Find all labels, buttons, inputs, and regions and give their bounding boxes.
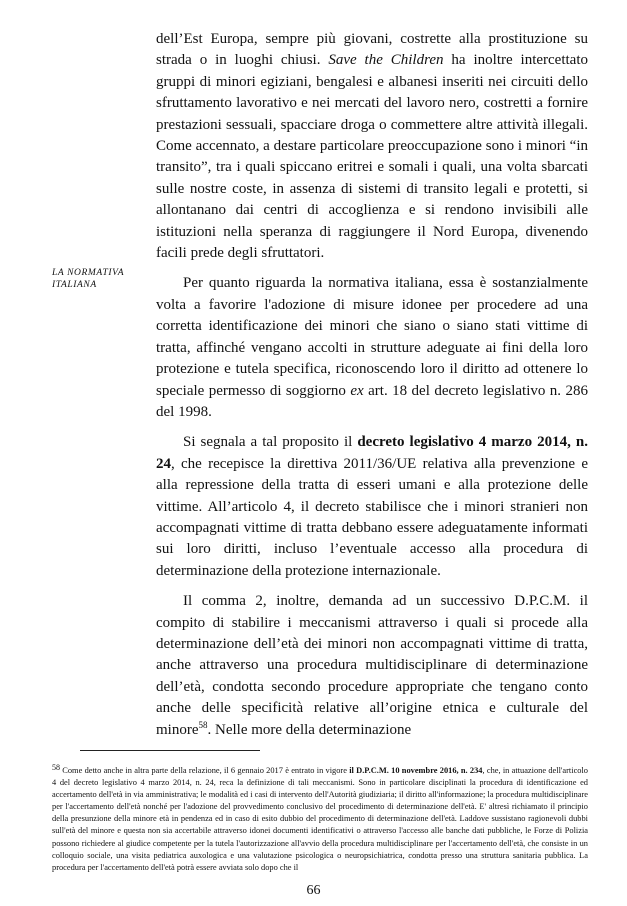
paragraph-2-text: Per quanto riguarda la normativa italiana, essa è sostanzialmente volta a favorire l'adozione di misure idonee per procedere ad una corretta identificazione dei minori che siano o siano stati vittime di tratta, affinché vengano accolti in strutture adeguate ai fini della loro protezione e tutela specifica, riconoscendo loro il diritto ad ottenere lo speciale permesso di soggiorno <box>156 275 588 399</box>
body-text <box>156 29 588 750</box>
paragraph-1-rest: ha inoltre intercettato gruppi di minori egiziani, bengalesi e albanesi inseriti nei circuiti dello sfruttamento lavorativo e nei mercati del lavoro nero, costretti a fornire prestazioni sessuali, spacciare droga o commettere altre attività illegali. Come accennato, a destare particolare preoccupazione sono i minori “in transito”, tra i quali spiccano eritrei e somali i quali, una volta sbarcati sulle nostre coste, in assenza di sistemi di transito legali e protetti, si allontanano dai centri di accoglienza e si rendono invisibili alle istituzioni nella speranza di raggiungere il Nord Europa, divenendo facili prede degli sfruttatori. <box>156 52 588 262</box>
paragraph-1 <box>156 29 588 264</box>
paragraph-3 <box>156 432 588 582</box>
paragraph-2 <box>156 273 588 423</box>
decree-reference: decreto legislativo 4 marzo 2014, n. 24 <box>156 434 588 472</box>
paragraph-3-text: Si segnala a tal proposito il <box>183 434 358 451</box>
footnote-number: 58 <box>52 763 60 772</box>
footnote-separator <box>80 750 260 751</box>
latin-term: ex <box>350 382 364 399</box>
paragraph-3-rest: , che recepisce la direttiva 2011/36/UE relativa alla prevenzione e alla repressione della tratta di esseri umani e alla protezione delle vittime. All’articolo 4, il decreto stabilisce che i minori stranieri non accompagnati vittime di tratta debbano essere adeguatamente informati sui loro diritti, incluso l’eventuale accesso alla procedura di determinazione della protezione internazionale. <box>156 455 588 579</box>
footnote-text <box>52 762 588 874</box>
footnote <box>52 762 588 874</box>
paragraph-1-text: dell’Est Europa, sempre più giovani, costrette alla prostituzione su strada o in luoghi chiusi. <box>156 31 588 69</box>
footnote-reference[interactable]: 58 <box>198 719 208 730</box>
paragraph-4 <box>156 591 588 741</box>
page-number: 66 <box>306 883 321 898</box>
paragraph-2-rest: art. 18 del decreto legislativo n. 286 del 1998. <box>156 382 588 420</box>
organization-name: Save the Children <box>328 52 444 69</box>
footnote-text-b: , che, in attuazione dell'articolo 4 del decreto legislativo 4 marzo 2014, n. 24, reca la definizione di tali meccanismi. Sono in particolare disciplinati la procedura di identificazione ed accertamento dell'età in via amministrativa; le modalità ed i casi di intervento dell'Autorità giudiziaria; il diritto all'informazione; la procedura multidisciplinare per l'accertamento dell'età nonché per l'adozione del provvedimento conclusivo del procedimento di determinazione dell'età. E' altresì richiamato il principio della presunzione della minore età in pendenza ed in caso di esito dubbio del procedimento di determinazione dell'età. Laddove sussistano ragionevoli dubbi sull'età del minore e questa non sia accertabile attraverso idonei documenti identificativi o attraverso l'accesso alle banche dati pubbliche, le Forze di Polizia possono richiedere al giudice competente per la tutela l'autorizzazione all'avvio della procedura multidisciplinare per l'accertamento dell'età, che consiste in un colloquio sociale, una visita pediatrica auxologica e una valutazione psicologica o neuropsichiatrica, condotta presso una struttura sanitaria pubblica. La procedura per l'accertamento dell'età potrà essere avviata solo dopo che il <box>52 766 588 872</box>
footnote-text-a: Come detto anche in altra parte della relazione, il 6 gennaio 2017 è entrato in vigore <box>60 766 350 775</box>
margin-note-text: LA NORMATIVA ITALIANA <box>52 268 125 290</box>
paragraph-4-rest: . Nelle more della determinazione <box>207 721 412 738</box>
footnote-decree: il D.P.C.M. 10 novembre 2016, n. 234 <box>349 766 483 775</box>
paragraph-4-text: Il comma 2, inoltre, demanda ad un successivo D.P.C.M. il compito di stabilire i meccanismi attraverso i quali si procede alla determinazione dell’età dei minori non accompagnati vittime di tratta, anche attraverso una procedura multidisciplinare di determinazione dell’età, condotta secondo procedure appropriate che tengano conto anche delle specificità relative all’origine etnica e culturale del minore <box>156 593 588 738</box>
margin-note <box>52 267 148 291</box>
